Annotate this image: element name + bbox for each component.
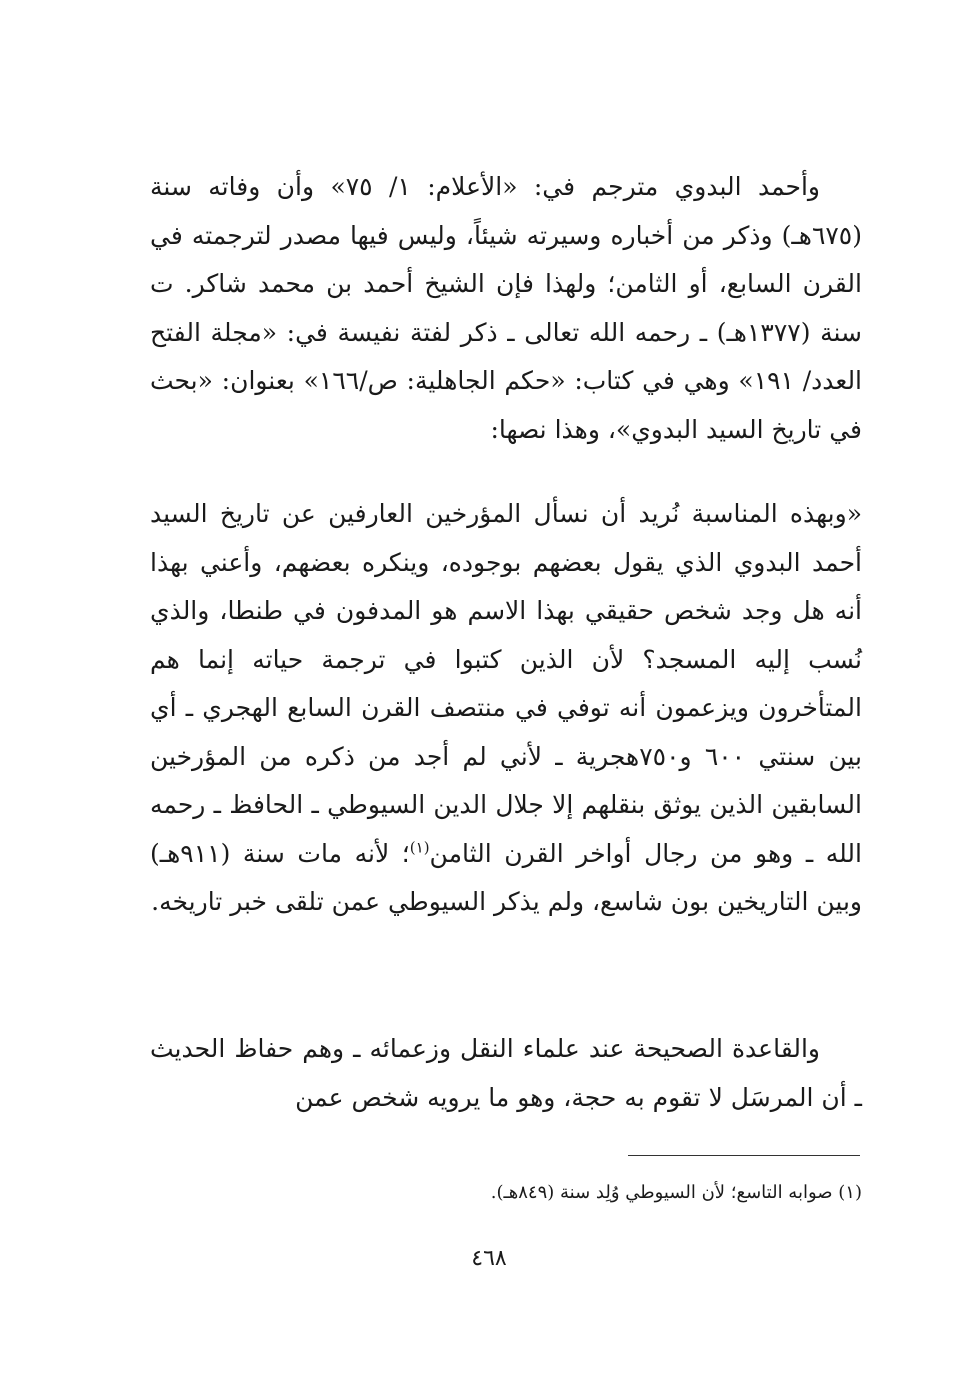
paragraph-1-text: وأحمد البدوي مترجم في: «الأعلام: ١/ ٧٥» وأن وفاته سنة (٦٧٥هـ) وذكر من أخباره وسيرته شيئاً، وليس فيها مصدر لترجمته في القرن السابع، أو الثامن؛ ولهذا فإن الشيخ أحمد بن محمد شاكر. ت سنة (١٣٧٧هـ) ـ رحمه الله تعالى ـ ذكر لفتة نفيسة في: «مجلة الفتح العدد/ ١٩١» وهي في كتاب: «حكم الجاهلية: ص/١٦٦» بعنوان: «بحث في تاريخ السيد البدوي»، وهذا نصها: xyxy=(150,172,863,444)
footnote-divider xyxy=(628,1155,860,1156)
paragraph-shakir-quote xyxy=(150,490,862,927)
paragraph-2-text: «وبهذه المناسبة نُريد أن نسأل المؤرخين العارفين عن تاريخ السيد أحمد البدوي الذي يقول بعضهم بوجوده، وينكره بعضهم، وأعني بهذا أنه هل وجد شخص حقيقي بهذا الاسم هو المدفون في طنطا، والذي نُسب إليه المسجد؟ لأن الذين كتبوا في ترجمة حياته إنما هم المتأخرون ويزعمون أنه توفي في منتصف القرن السابع الهجري ـ أي بين سنتي ٦٠٠ و٧٥٠هجرية ـ لأني لم أجد من ذكره من المؤرخين السابقين الذين يوثق بنقلهم إلا جلال الدين السيوطي ـ الحافظ ـ رحمه الله ـ وهو من رجال أواخر القرن الثامن xyxy=(150,499,862,868)
paragraph-ahmad-badawi-intro xyxy=(150,163,862,454)
paragraph-2-continuation: ؛ لأنه مات سنة (٩١١هـ) وبين التاريخين بون شاسع، ولم يذكر السيوطي عمن تلقى خبر تاريخه. xyxy=(150,838,862,916)
footnote-reference: (١) xyxy=(409,838,430,857)
page-number: ٤٦٨ xyxy=(471,1246,507,1271)
paragraph-hadith-rule xyxy=(150,1025,862,1122)
paragraph-3-text: والقاعدة الصحيحة عند علماء النقل وزعمائه ـ وهم حفاظ الحديث ـ أن المرسَل لا تقوم به حجة، وهو ما يرويه شخص عمن xyxy=(150,1034,862,1112)
footnote-text: (١) صوابه التاسع؛ لأن السيوطي وُلِد سنة (٨٤٩هـ). xyxy=(490,1182,862,1203)
